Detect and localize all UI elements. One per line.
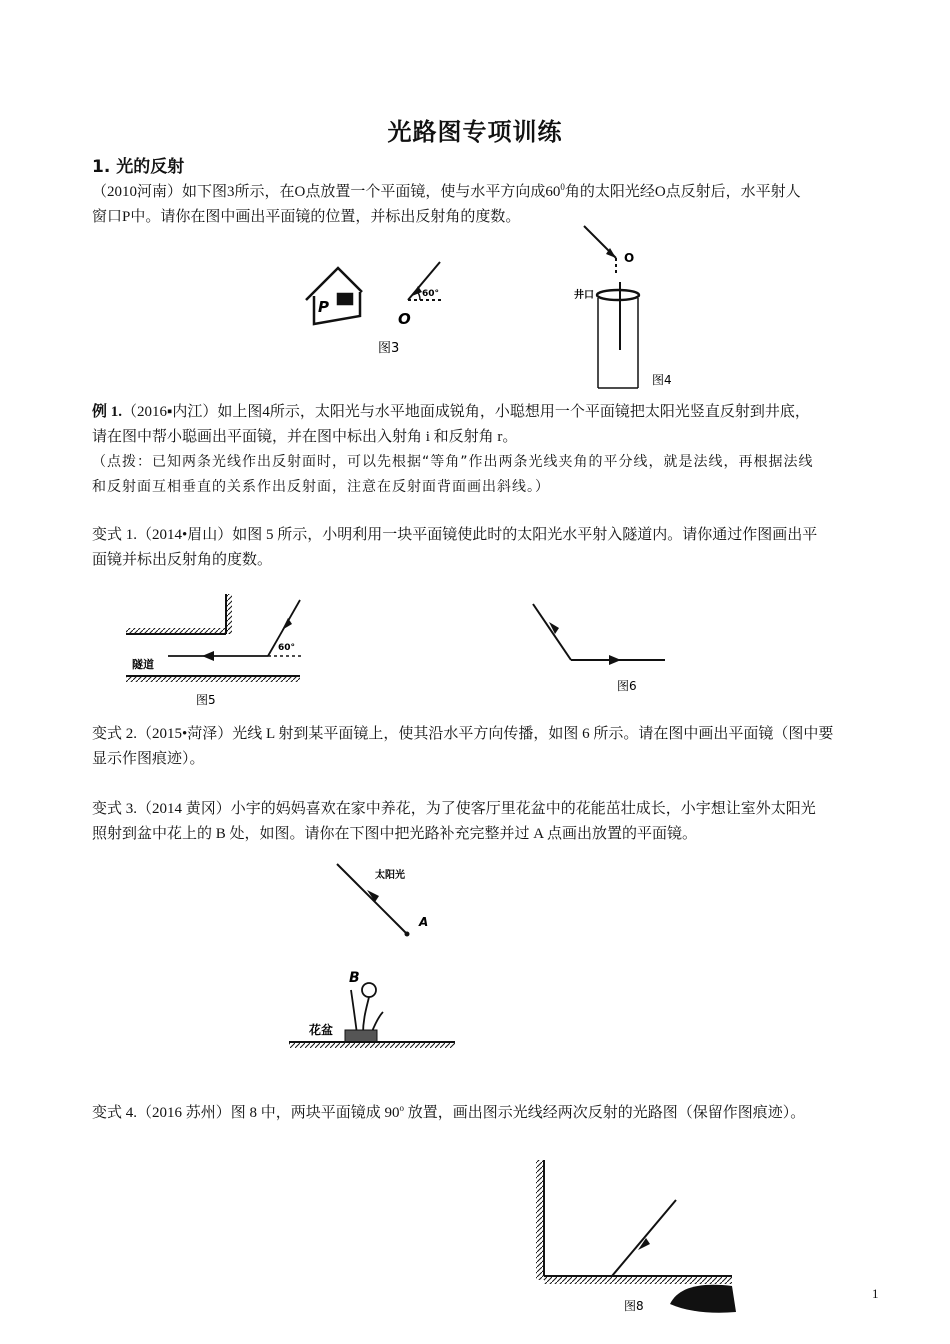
figure-8-caption: 图8 <box>624 1299 644 1313</box>
v1-line2: 面镜并标出反射角的度数。 <box>92 552 273 568</box>
example-label: 例 1. <box>92 404 123 420</box>
v3-line2: 照射到盆中花上的 B 处，如图。请你在下图中把光路补充完整并过 A 点画出放置的平面镜。 <box>92 826 698 842</box>
figure-5-caption: 图5 <box>196 693 216 707</box>
page-title: 光路图专项训练 <box>387 118 563 146</box>
ray-arrow-icon <box>549 622 559 634</box>
flower <box>351 983 383 1034</box>
point-a-dot <box>405 932 410 937</box>
figure-3 <box>300 260 460 360</box>
incident-ray <box>533 604 571 660</box>
ray-arrow-icon <box>282 618 292 630</box>
hint-block <box>92 450 892 500</box>
point-o-label: O <box>624 251 635 265</box>
figure-6-caption: 图6 <box>617 679 637 693</box>
tunnel-label: 隧道 <box>132 658 154 671</box>
house-icon <box>306 268 362 324</box>
variant-1 <box>92 523 892 573</box>
variant-3 <box>92 797 892 847</box>
window-p-label: P <box>318 298 329 316</box>
v4-sup: o <box>399 1103 405 1113</box>
page-number: 1 <box>872 1286 879 1301</box>
hint-line2: 和反射面互相垂直的关系作出反射面，注意在反射面背面画出斜线。） <box>92 479 550 495</box>
example-line1: （2016▪内江）如上图4所示，太阳光与水平地面成锐角，小聪想用一个平面镜把太阳光竖直反射到井底， <box>122 404 810 420</box>
vertical-mirror-hatch <box>536 1160 544 1280</box>
ground-hatch <box>126 676 300 682</box>
figure-5 <box>118 590 310 710</box>
flower-pot <box>345 1030 377 1042</box>
pot-label: 花盆 <box>309 1023 334 1037</box>
q1-text-b: 角的太阳光经O点反射后，水平射人 <box>564 184 801 200</box>
dark-blot <box>670 1285 736 1313</box>
q1-line2: 窗口P中。请你在图中画出平面镜的位置，并标出反射角的度数。 <box>92 209 521 225</box>
horizontal-mirror-hatch <box>544 1276 732 1284</box>
v1-line1: 变式 1.（2014•眉山）如图 5 所示，小明利用一块平面镜使此时的太阳光水平射入隧道内。请你通过作图画出平 <box>92 527 818 543</box>
figure-7 <box>285 858 460 1058</box>
point-b-label: B <box>349 970 360 986</box>
v3-line1: 变式 3.（2014 黄冈）小宇的妈妈喜欢在家中养花，为了使客厅里花盆中的花能茁壮成长，小宇想让室外太阳光 <box>92 801 816 817</box>
v2-line2: 显示作图痕迹）。 <box>92 751 205 767</box>
floor-hatch <box>289 1042 455 1048</box>
ray-arrow-left-icon <box>202 651 214 661</box>
question-1 <box>92 175 892 230</box>
incident-ray <box>612 1200 676 1276</box>
well-label: 井口 <box>574 290 594 301</box>
sun-label: 太阳光 <box>375 870 405 881</box>
ray-arrow-right-icon <box>609 655 621 665</box>
v4-text-b: 放置，画出图示光线经两次反射的光路图（保留作图痕迹）。 <box>404 1105 806 1121</box>
hint-line1: （点拨：已知两条光线作出反射面时，可以先根据“等角”作出两条光线夹角的平分线，就是法线，再根据法线 <box>92 454 814 470</box>
point-a-label: A <box>419 915 429 929</box>
figure-4 <box>570 222 680 392</box>
example-line2: 请在图中帮小聪画出平面镜，并在图中标出入射角 i 和反射角 r。 <box>92 429 518 445</box>
angle-label: 60° <box>422 289 440 299</box>
q1-sup: 0 <box>560 182 565 192</box>
angle-label: 60° <box>278 643 296 653</box>
figure-3-caption: 图3 <box>378 341 400 356</box>
figure-8 <box>532 1152 744 1322</box>
q1-text-a: （2010河南）如下图3所示，在O点放置一个平面镜，使与水平方向成60 <box>92 184 561 200</box>
v4-text-a: 变式 4.（2016 苏州）图 8 中，两块平面镜成 90 <box>92 1105 400 1121</box>
figure-6 <box>525 598 675 698</box>
v2-line1: 变式 2.（2015•菏泽）光线 L 射到某平面镜上，使其沿水平方向传播，如图 6 所示。请在图中画出平面镜（图中要 <box>92 726 834 742</box>
point-o-label: O <box>398 310 411 328</box>
figure-4-caption: 图4 <box>652 373 672 387</box>
variant-2 <box>92 722 892 772</box>
well <box>597 282 639 388</box>
example-1 <box>92 400 892 450</box>
variant-4 <box>92 1096 892 1126</box>
section-heading-reflection: 1. 光的反射 <box>92 157 185 177</box>
